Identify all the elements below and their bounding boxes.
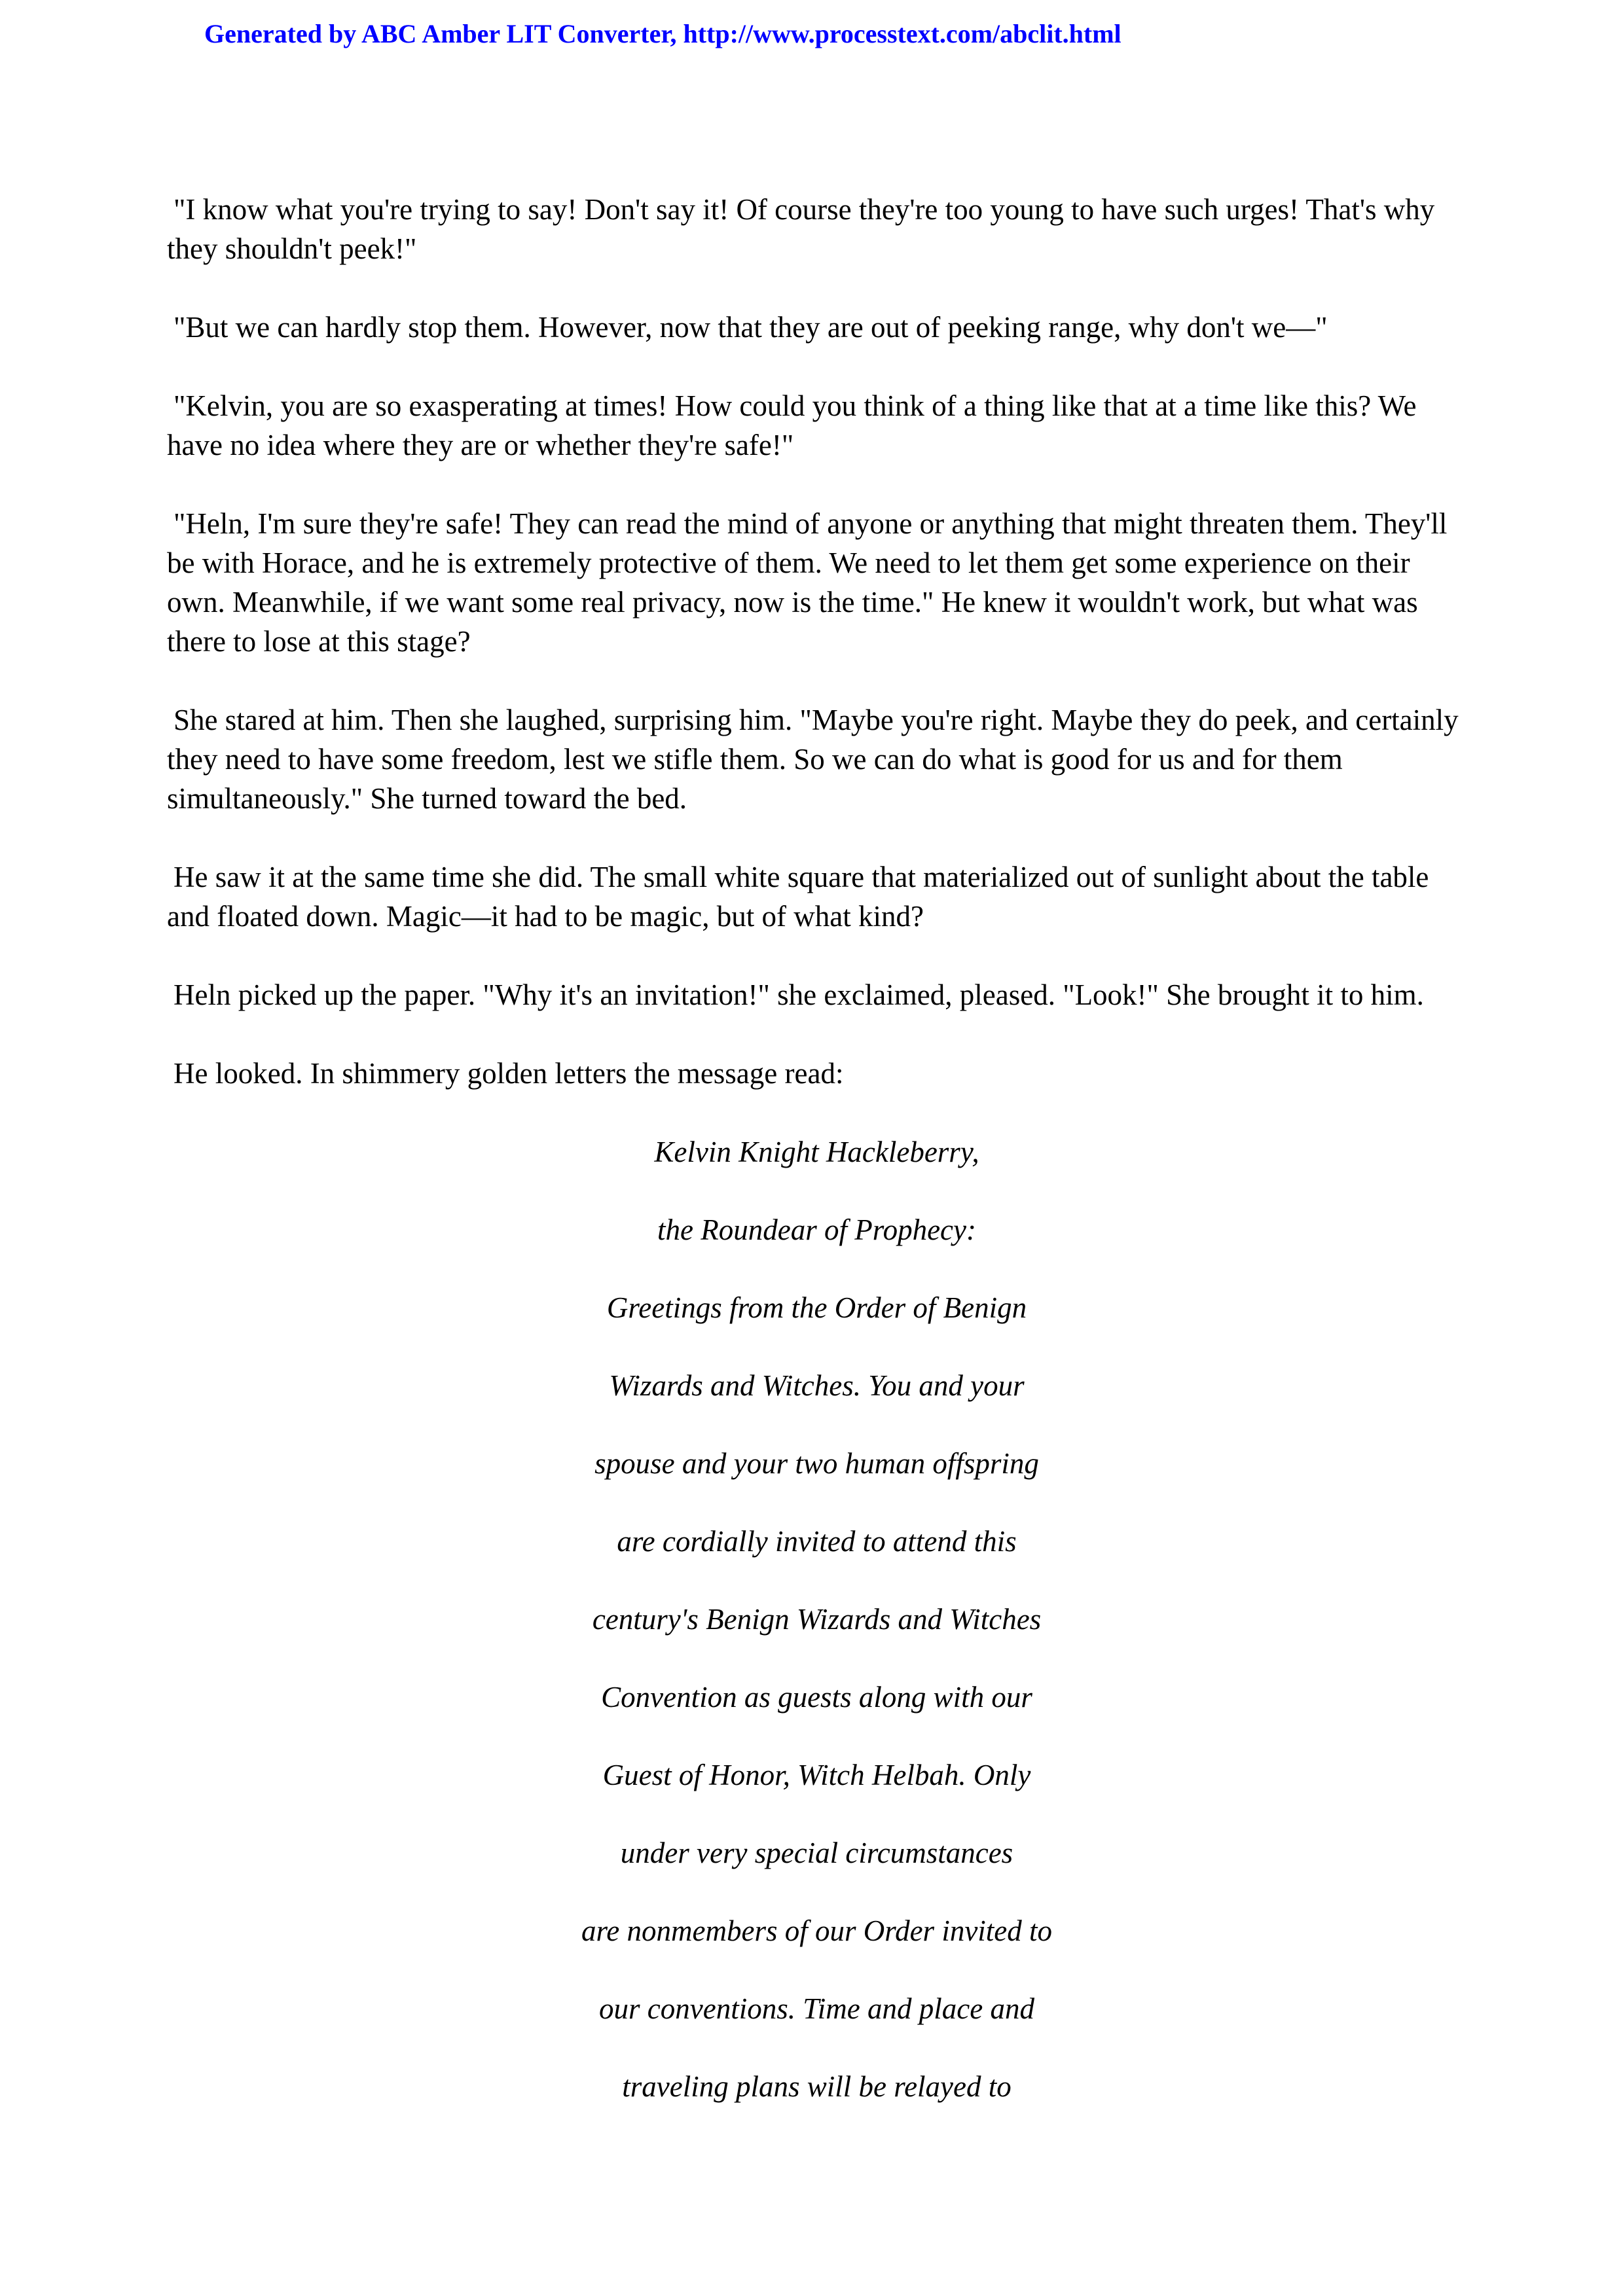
invitation-line: traveling plans will be relayed to [622, 2070, 1012, 2103]
paragraph-7: Heln picked up the paper. "Why it's an invitation!" she exclaimed, pleased. "Look!" She brought it to him. [173, 978, 1424, 1011]
invitation-line: are cordially invited to attend this [617, 1525, 1017, 1558]
invitation-line: century's Benign Wizards and Witches [592, 1603, 1042, 1636]
invitation-line: the Roundear of Prophecy: [657, 1213, 976, 1246]
paragraph-3: "Kelvin, you are so exasperating at times! How could you think of a thing like that at a time like this? We have no idea where they are or whether they're safe!" [167, 389, 1417, 461]
invitation-text [167, 1132, 1467, 2106]
invitation-line: Kelvin Knight Hackleberry, [654, 1136, 979, 1168]
paragraph-8: He looked. In shimmery golden letters the message read: [173, 1057, 844, 1090]
invitation-line: under very special circumstances [620, 1837, 1013, 1869]
paragraph-2: "But we can hardly stop them. However, now that they are out of peeking range, why don't we—" [173, 311, 1328, 344]
converter-link[interactable]: Generated by ABC Amber LIT Converter, http://www.processtext.com/abclit.html [204, 19, 1122, 48]
invitation-line: are nonmembers of our Order invited to [581, 1914, 1053, 1947]
invitation-line: Convention as guests along with our [601, 1681, 1032, 1713]
paragraph-4: "Heln, I'm sure they're safe! They can read the mind of anyone or anything that might threaten them. They'll be with Horace, and he is extremely protective of them. We need to let them get some experience on their own. Meanwhile, if we want some real privacy, now is the time." He knew it wouldn't work, but what was there to lose at this stage? [167, 507, 1448, 658]
paragraph-1: "I know what you're trying to say! Don't say it! Of course they're too young to have such urges! That's why they shouldn't peek!" [167, 193, 1435, 265]
invitation-line: Greetings from the Order of Benign [606, 1291, 1027, 1324]
invitation-line: Guest of Honor, Witch Helbah. Only [602, 1759, 1031, 1791]
invitation-line: our conventions. Time and place and [599, 1992, 1034, 2025]
paragraph-6: He saw it at the same time she did. The small white square that materialized out of sunlight about the table and floated down. Magic—it had to be magic, but of what kind? [167, 861, 1429, 933]
invitation-line: Wizards and Witches. You and your [609, 1369, 1025, 1402]
page-body [167, 190, 1467, 2145]
paragraph-5: She stared at him. Then she laughed, surprising him. "Maybe you're right. Maybe they do peek, and certainly they need to have some freedom, lest we stifle them. So we can do what is good for us and for them simultaneously." She turned toward the bed. [167, 704, 1459, 815]
invitation-line: spouse and your two human offspring [594, 1447, 1039, 1480]
